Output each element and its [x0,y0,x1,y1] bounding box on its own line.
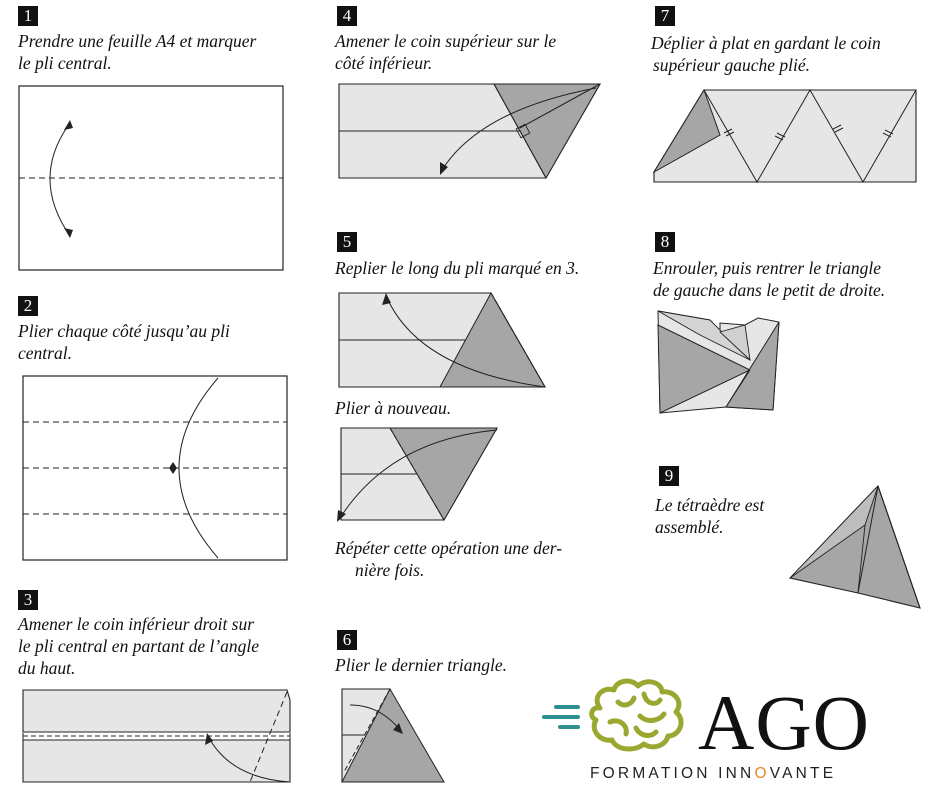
step-4-number: 4 [337,6,357,26]
step-5-again: Plier à nouveau. [335,398,452,418]
step-4-line-1: Amener le coin supérieur sur le [335,31,557,51]
tagline-part-2: VANTE [769,765,837,782]
step-7-line-1: Déplier à plat en gardant le coin [651,33,881,53]
step-8-line-2: de gauche dans le petit de droite. [653,280,886,300]
step-1-line-2: le pli central. [18,53,112,73]
step-3-line-2: le pli central en partant de l’angle [18,636,260,656]
step-5-number: 5 [337,232,357,252]
step-2-line-1: Plier chaque côté jusqu’au pli [18,321,230,341]
step-3-number: 3 [18,590,38,610]
step-6-instruction: Plier le dernier triangle. [335,655,508,675]
step-9-line-1: Le tétraèdre est [655,495,765,515]
step-8-number: 8 [655,232,675,252]
step-5-instruction: Replier le long du pli marqué en 3. [335,258,580,278]
step-9-number: 9 [659,466,679,486]
step-2-line-2: central. [18,343,72,363]
step-7-number: 7 [655,6,675,26]
step-6-number: 6 [337,630,357,650]
logo-wordmark: AGO [698,679,870,766]
step-8-line-1: Enrouler, puis rentrer le triangle [653,258,881,278]
step-1-line-1: Prendre une feuille A4 et marquer [18,31,257,51]
logo-tagline [590,765,836,783]
tagline-part-1: FORMATION INN [590,765,755,782]
step-7-line-2: supérieur gauche plié. [653,55,810,75]
step-1-number: 1 [18,6,38,26]
tagline-accent-o: O [754,765,770,782]
step-3-line-1: Amener le coin inférieur droit sur [18,614,255,634]
step-2-number: 2 [18,296,38,316]
step-4-line-2: côté inférieur. [335,53,433,73]
step-3-line-3: du haut. [18,658,76,678]
step-5-repeat-line-2: nière fois. [355,560,425,580]
step-9-line-2: assemblé. [655,517,724,537]
step-5-repeat-line-1: Répéter cette opération une der- [335,538,563,558]
